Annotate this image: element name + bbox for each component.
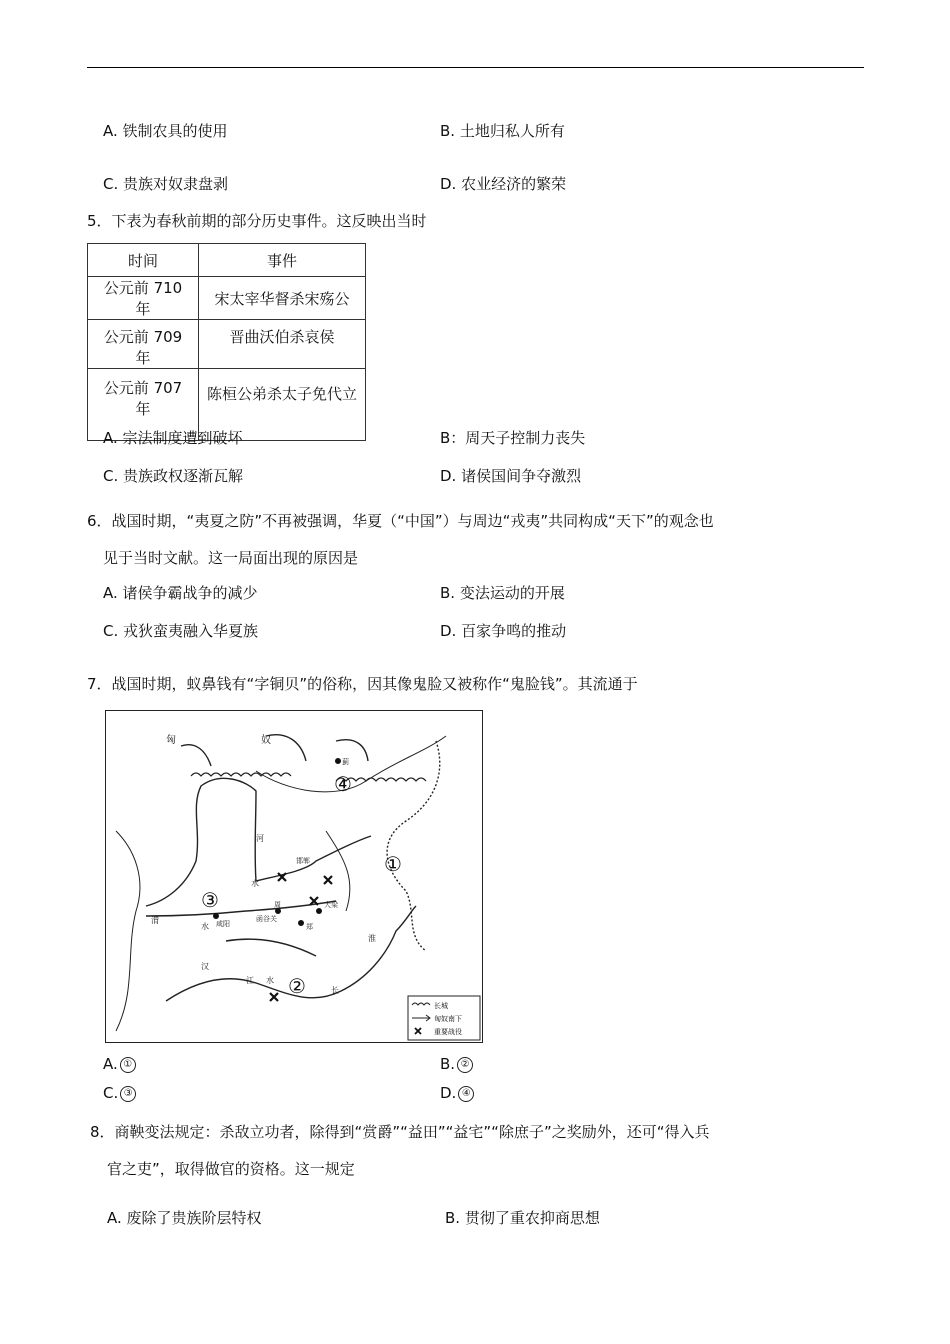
map-label: 渭 bbox=[151, 916, 159, 925]
table-cell-event: 宋太宰华督杀宋殇公 bbox=[199, 277, 366, 320]
table-cell-event: 晋曲沃伯杀哀侯 bbox=[199, 320, 366, 369]
q8-stem-line1: 8．商鞅变法规定：杀敌立功者，除得到“赏爵”“益田”“益宅”“除庶子”之奖励外，还可“得入兵 bbox=[90, 1123, 710, 1141]
xiongnu-arrow bbox=[266, 735, 306, 761]
region-mark-1: ① bbox=[384, 852, 402, 876]
table-cell-time: 公元前 707 年 bbox=[88, 369, 199, 441]
region-mark-4: ④ bbox=[334, 772, 352, 796]
q5-option-b[interactable]: B：周天子控制力丧失 bbox=[440, 429, 586, 447]
q6-option-a[interactable]: A. 诸侯争霸战争的减少 bbox=[103, 584, 258, 602]
q6-stem-line2: 见于当时文献。这一局面出现的原因是 bbox=[103, 549, 359, 567]
option-prefix: A. bbox=[103, 1055, 118, 1073]
map-label: 匈 bbox=[166, 735, 176, 746]
q5-option-c[interactable]: C. 贵族政权逐渐瓦解 bbox=[103, 467, 244, 485]
city-dot bbox=[316, 908, 322, 914]
q5-event-table bbox=[87, 243, 366, 441]
map-label: 郑 bbox=[306, 923, 313, 931]
warring-states-map bbox=[105, 710, 483, 1043]
legend-label: 匈奴南下 bbox=[434, 1015, 462, 1023]
city-dot bbox=[335, 758, 341, 764]
map-legend bbox=[408, 996, 480, 1040]
q5-option-a[interactable]: A. 宗法制度遭到破坏 bbox=[103, 429, 243, 447]
map-label: 大梁 bbox=[324, 901, 338, 909]
q8-option-b[interactable]: B. 贯彻了重农抑商思想 bbox=[445, 1209, 600, 1227]
map-label: 蓟 bbox=[342, 758, 349, 766]
great-wall bbox=[191, 773, 291, 776]
header-rule bbox=[87, 67, 864, 68]
q6-option-d[interactable]: D. 百家争鸣的推动 bbox=[440, 622, 567, 640]
q6-option-c[interactable]: C. 戎狄蛮夷融入华夏族 bbox=[103, 622, 259, 640]
q8-option-a[interactable]: A. 废除了贵族阶层特权 bbox=[107, 1209, 262, 1227]
q4-option-d[interactable]: D. 农业经济的繁荣 bbox=[440, 175, 567, 193]
q7-option-b[interactable] bbox=[440, 1055, 473, 1073]
han-river bbox=[226, 939, 316, 956]
map-label: 水 bbox=[251, 879, 259, 888]
option-mark: ① bbox=[120, 1057, 136, 1073]
option-mark: ② bbox=[457, 1057, 473, 1073]
map-label: 奴 bbox=[261, 735, 271, 746]
map-label: 水 bbox=[201, 922, 209, 931]
map-label: 咸阳 bbox=[216, 920, 230, 928]
q5-stem: 5．下表为春秋前期的部分历史事件。这反映出当时 bbox=[87, 212, 427, 230]
option-mark: ③ bbox=[120, 1086, 136, 1102]
q5-option-d[interactable]: D. 诸侯国间争夺激烈 bbox=[440, 467, 582, 485]
map-label: 水 bbox=[266, 976, 274, 985]
q6-option-b[interactable]: B. 变法运动的开展 bbox=[440, 584, 565, 602]
table-cell-event: 陈桓公弟杀太子免代立 bbox=[199, 369, 366, 441]
boundary-line bbox=[326, 831, 350, 911]
q8-stem-line2: 官之吏”，取得做官的资格。这一规定 bbox=[107, 1160, 355, 1178]
map-label: 江 bbox=[246, 976, 254, 985]
table-cell-time: 公元前 710 年 bbox=[88, 277, 199, 320]
option-prefix: C. bbox=[103, 1084, 119, 1102]
table-cell-time: 公元前 709 年 bbox=[88, 320, 199, 369]
region-mark-3: ③ bbox=[201, 888, 219, 912]
legend-label: 长城 bbox=[434, 1002, 448, 1010]
map-label: 河 bbox=[256, 834, 264, 843]
xiongnu-arrow bbox=[181, 745, 211, 766]
map-label: 汉 bbox=[201, 962, 209, 971]
legend-label: 重要战役 bbox=[434, 1028, 462, 1036]
q7-option-c[interactable] bbox=[103, 1084, 136, 1102]
option-prefix: D. bbox=[440, 1084, 457, 1102]
city-dot bbox=[298, 920, 304, 926]
map-label: 长 bbox=[331, 986, 339, 995]
battle-icon bbox=[270, 993, 278, 1001]
map-label: 函谷关 bbox=[256, 915, 277, 923]
coastline bbox=[387, 741, 440, 951]
q4-option-c[interactable]: C. 贵族对奴隶盘剥 bbox=[103, 175, 229, 193]
q4-option-b[interactable]: B. 土地归私人所有 bbox=[440, 122, 565, 140]
map-label: 邯郸 bbox=[296, 857, 310, 865]
battle-icon bbox=[324, 876, 332, 884]
wei-river bbox=[146, 901, 336, 916]
q7-option-a[interactable] bbox=[103, 1055, 136, 1073]
boundary-line bbox=[116, 831, 140, 1031]
map-label: 周 bbox=[274, 901, 281, 909]
city-dot bbox=[213, 913, 219, 919]
q7-option-d[interactable] bbox=[440, 1084, 474, 1102]
map-label: 淮 bbox=[368, 934, 376, 943]
q4-option-a[interactable]: A. 铁制农具的使用 bbox=[103, 122, 228, 140]
option-mark: ④ bbox=[458, 1086, 474, 1102]
option-prefix: B. bbox=[440, 1055, 456, 1073]
q6-stem-line1: 6．战国时期，“夷夏之防”不再被强调，华夏（“中国”）与周边“戎夷”共同构成“天下”的观念也 bbox=[87, 512, 714, 530]
q7-stem: 7．战国时期，蚁鼻钱有“字铜贝”的俗称，因其像鬼脸又被称作“鬼脸钱”。其流通于 bbox=[87, 675, 638, 693]
xiongnu-arrow bbox=[336, 740, 368, 761]
table-header-time: 时间 bbox=[88, 244, 199, 277]
region-mark-2: ② bbox=[288, 974, 306, 998]
map-drawing bbox=[106, 711, 482, 1042]
table-header-event: 事件 bbox=[199, 244, 366, 277]
